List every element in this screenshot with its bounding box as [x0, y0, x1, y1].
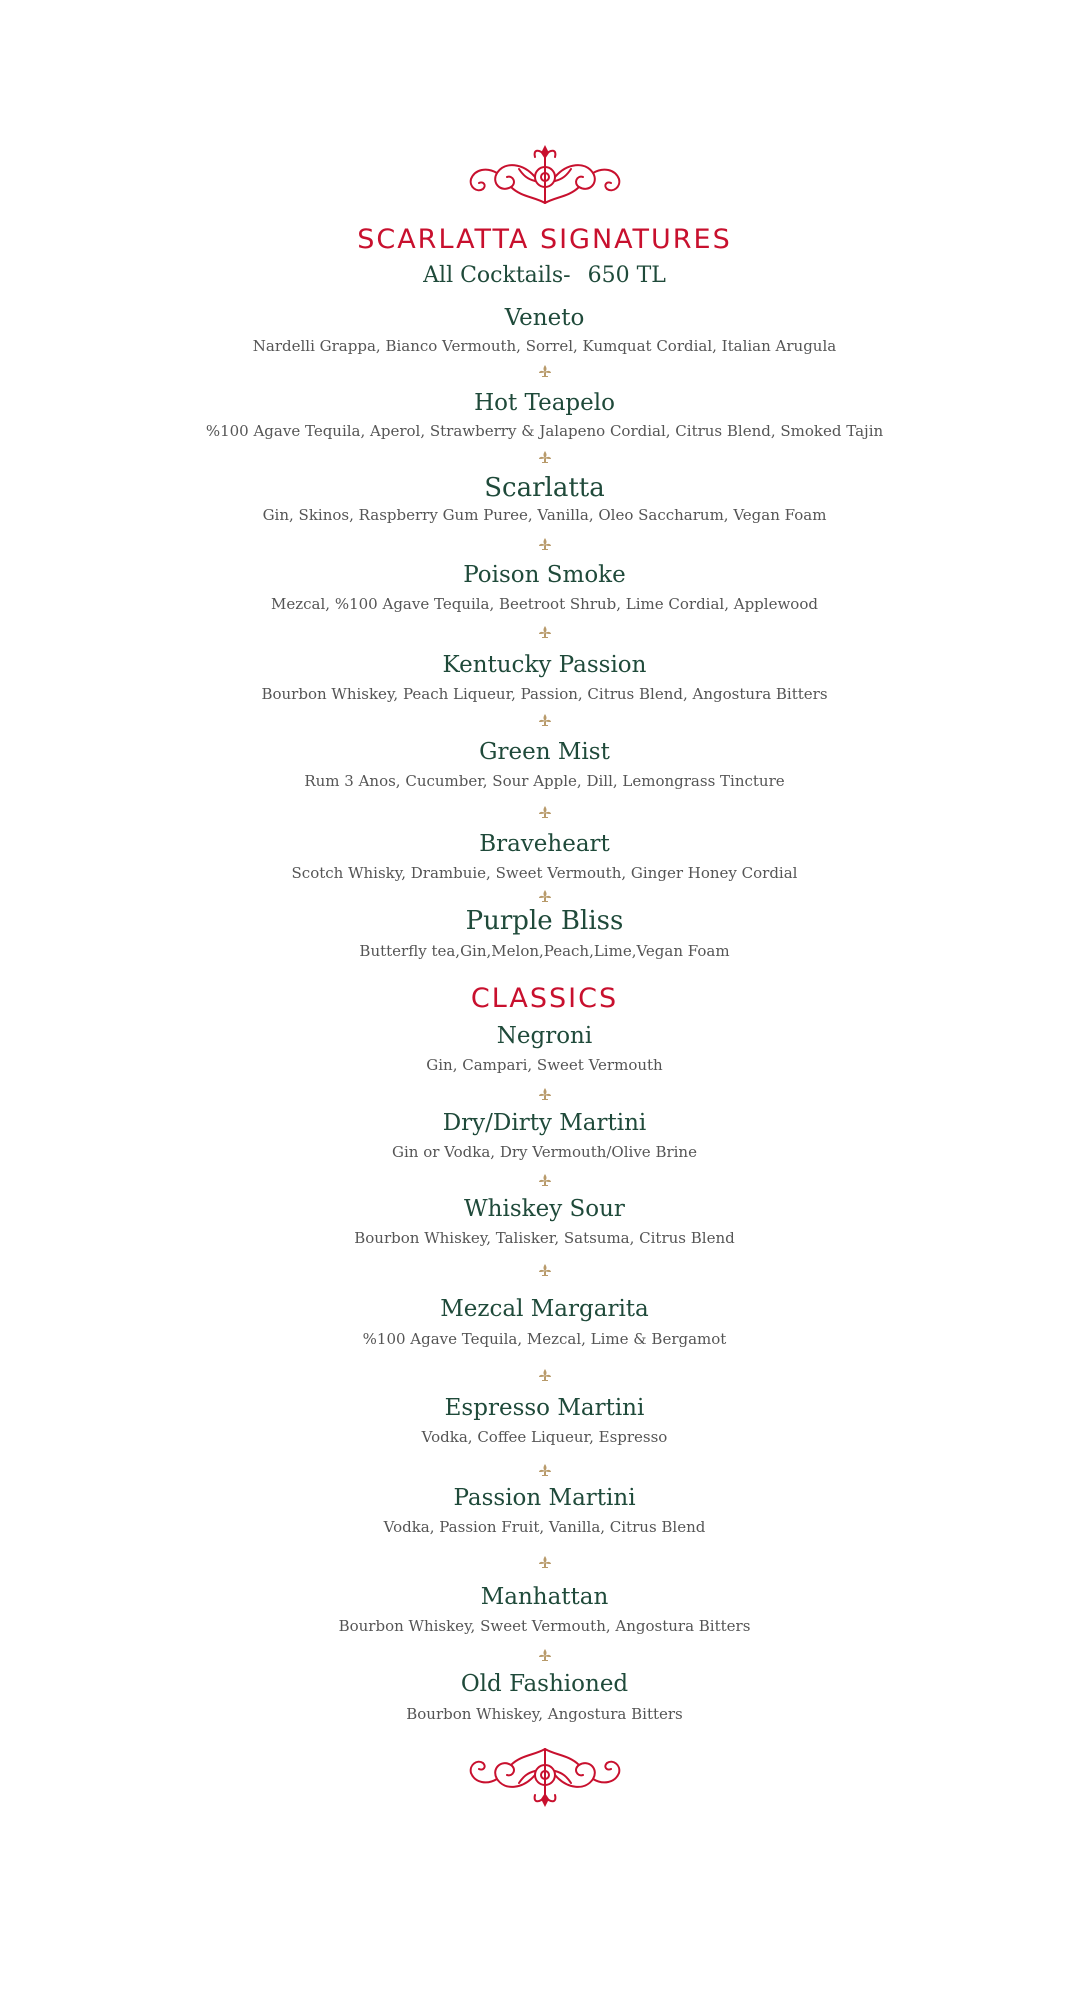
fleur-de-lis-icon — [0, 805, 1089, 821]
fleur-de-lis-icon — [0, 1173, 1089, 1189]
menu-item-description: Bourbon Whiskey, Angostura Bitters — [406, 1705, 683, 1723]
menu-item-description: Bourbon Whiskey, Sweet Vermouth, Angostura Bitters — [338, 1617, 751, 1635]
menu-item-description: Bourbon Whiskey, Peach Liqueur, Passion, Citrus Blend, Angostura Bitters — [261, 685, 828, 703]
price-label: All Cocktails- — [423, 263, 571, 288]
menu-item-name: Mezcal Margarita — [440, 1296, 649, 1322]
menu-item-name: Hot Teapelo — [474, 390, 615, 416]
menu-item-description: Scotch Whisky, Drambuie, Sweet Vermouth, Ginger Honey Cordial — [291, 864, 798, 882]
menu-item-name: Whiskey Sour — [464, 1196, 625, 1222]
menu-item-description: Butterfly tea,Gin,Melon,Peach,Lime,Vegan Foam — [359, 942, 730, 960]
fleur-de-lis-icon — [0, 1463, 1089, 1479]
top-ornament-icon — [0, 145, 1089, 209]
menu-item-description: Gin, Skinos, Raspberry Gum Puree, Vanilla, Oleo Saccharum, Vegan Foam — [262, 506, 827, 524]
menu-item-name: Espresso Martini — [444, 1395, 645, 1421]
fleur-de-lis-icon — [0, 364, 1089, 380]
fleur-de-lis-icon — [0, 450, 1089, 466]
fleur-de-lis-icon — [0, 625, 1089, 641]
menu-item-name: Kentucky Passion — [442, 652, 647, 678]
menu-item-name: Passion Martini — [453, 1485, 636, 1511]
fleur-de-lis-icon — [0, 537, 1089, 553]
fleur-de-lis-icon — [0, 1263, 1089, 1279]
menu-item-description: Nardelli Grappa, Bianco Vermouth, Sorrel, Kumquat Cordial, Italian Arugula — [252, 337, 837, 355]
menu-item-name: Manhattan — [480, 1584, 609, 1610]
menu-item-description: Mezcal, %100 Agave Tequila, Beetroot Shrub, Lime Cordial, Applewood — [271, 595, 818, 613]
menu-item-description: Bourbon Whiskey, Talisker, Satsuma, Citrus Blend — [354, 1229, 735, 1247]
classics-heading: CLASSICS — [470, 983, 619, 1014]
menu-item-description: Vodka, Coffee Liqueur, Espresso — [421, 1428, 668, 1446]
price-line — [0, 262, 1089, 290]
signatures-heading: SCARLATTA SIGNATURES — [357, 224, 732, 255]
menu-item-name: Scarlatta — [484, 473, 605, 503]
menu-item-name: Negroni — [496, 1023, 593, 1049]
menu-item-name: Old Fashioned — [460, 1671, 629, 1697]
menu-item-description: %100 Agave Tequila, Aperol, Strawberry & Jalapeno Cordial, Citrus Blend, Smoked Tajin — [205, 422, 884, 440]
fleur-de-lis-icon — [0, 889, 1089, 905]
menu-item-name: Veneto — [504, 305, 585, 331]
menu-item-name: Dry/Dirty Martini — [442, 1110, 647, 1136]
fleur-de-lis-icon — [0, 1087, 1089, 1103]
price-value: 650 TL — [587, 263, 666, 288]
menu-item-name: Braveheart — [479, 831, 610, 857]
fleur-de-lis-icon — [0, 1368, 1089, 1384]
fleur-de-lis-icon — [0, 713, 1089, 729]
menu-item-name: Green Mist — [479, 739, 610, 765]
menu-item-name: Purple Bliss — [465, 906, 624, 936]
bottom-ornament-icon — [0, 1743, 1089, 1807]
menu-item-description: Gin or Vodka, Dry Vermouth/Olive Brine — [392, 1143, 697, 1161]
menu-item-description: Vodka, Passion Fruit, Vanilla, Citrus Blend — [383, 1518, 706, 1536]
fleur-de-lis-icon — [0, 1648, 1089, 1664]
menu-item-description: Gin, Campari, Sweet Vermouth — [426, 1056, 663, 1074]
menu-item-description: %100 Agave Tequila, Mezcal, Lime & Bergamot — [362, 1330, 727, 1348]
menu-item-name: Poison Smoke — [463, 562, 626, 588]
fleur-de-lis-icon — [0, 1555, 1089, 1571]
menu-item-description: Rum 3 Anos, Cucumber, Sour Apple, Dill, Lemongrass Tincture — [304, 772, 785, 790]
